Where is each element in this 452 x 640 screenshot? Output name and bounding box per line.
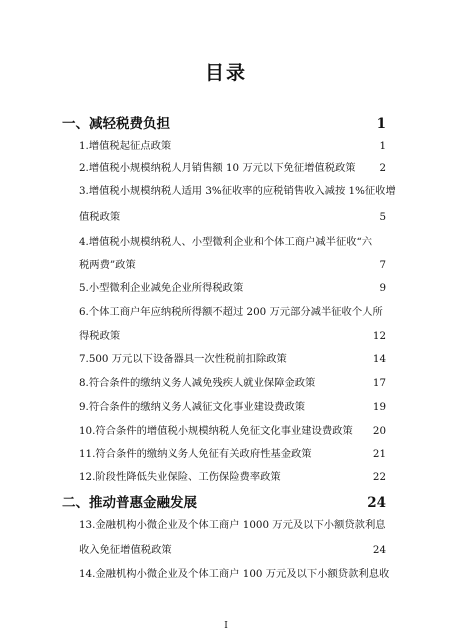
toc-entry[interactable] xyxy=(79,303,386,318)
toc-entry-page: 20 xyxy=(372,425,386,437)
toc-entry[interactable] xyxy=(79,445,386,460)
toc-entry[interactable] xyxy=(79,468,386,483)
page-title: 目录 xyxy=(204,62,247,84)
toc-entry-page: 19 xyxy=(372,401,386,413)
toc-entry-text: 13.金融机构小微企业及个体工商户 1000 万元及以下小额贷款利息 xyxy=(79,519,386,531)
toc-entry-page: 12 xyxy=(372,330,386,342)
toc-entry-text: 收入免征增值税政策 xyxy=(79,544,172,556)
toc-entry[interactable] xyxy=(79,137,386,152)
toc-entry-text: 1.增值税起征点政策 xyxy=(79,140,172,152)
toc-entry-text: 2.增值税小规模纳税人月销售额 10 万元以下免征增值税政策 xyxy=(79,162,356,174)
toc-entry[interactable] xyxy=(79,422,386,437)
toc-entry-text: 14.金融机构小微企业及个体工商户 100 万元及以下小额贷款利息收 xyxy=(79,568,390,580)
toc-entry-text: 得税政策 xyxy=(79,330,121,342)
toc-entry-page: 2 xyxy=(379,162,386,174)
toc-entry-page: 7 xyxy=(379,259,386,271)
toc-entry-text: 9.符合条件的缴纳义务人减征文化事业建设费政策 xyxy=(79,401,306,413)
toc-entry-text: 10.符合条件的增值税小规模纳税人免征文化事业建设费政策 xyxy=(79,425,353,437)
toc-section-label: 二、推动普惠金融发展 xyxy=(62,495,197,511)
toc-entry-text: 税两费”政策 xyxy=(79,259,136,271)
toc-entry[interactable] xyxy=(79,541,386,556)
toc-entry-page: 5 xyxy=(379,211,386,223)
toc-section-label: 一、减轻税费负担 xyxy=(62,116,170,132)
toc-entry[interactable] xyxy=(79,279,386,294)
toc-entry[interactable] xyxy=(79,398,386,413)
toc-entry[interactable] xyxy=(79,159,386,174)
toc-entry[interactable] xyxy=(79,256,386,271)
toc-entry[interactable] xyxy=(79,565,390,580)
toc-section[interactable] xyxy=(62,491,386,511)
toc-entry-text: 5.小型微利企业减免企业所得税政策 xyxy=(79,282,244,294)
toc-entry-page: 24 xyxy=(372,544,386,556)
toc-section[interactable] xyxy=(62,112,386,132)
toc-entry[interactable] xyxy=(79,182,396,197)
toc-entry-text: 值税政策 xyxy=(79,211,121,223)
toc-entry-text: 8.符合条件的缴纳义务人减免残疾人就业保障金政策 xyxy=(79,377,316,389)
toc-entry-text: 6.个体工商户年应纳税所得额不超过 200 万元部分减半征收个人所 xyxy=(79,306,383,318)
toc-entry-text: 3.增值税小规模纳税人适用 3%征收率的应税销售收入减按 1%征收增 xyxy=(79,185,396,197)
toc-entry[interactable] xyxy=(79,233,386,248)
toc-entry-page: 17 xyxy=(372,377,386,389)
page-number: I xyxy=(224,621,228,631)
toc-entry-page: 21 xyxy=(372,448,386,460)
toc-entry-page: 14 xyxy=(372,353,386,365)
toc-entry-text: 4.增值税小规模纳税人、小型微利企业和个体工商户减半征收“六 xyxy=(79,236,373,248)
toc-entry[interactable] xyxy=(79,374,386,389)
toc-entry[interactable] xyxy=(79,516,386,531)
toc-entry-text: 7.500 万元以下设备器具一次性税前扣除政策 xyxy=(79,353,287,365)
toc-section-page: 24 xyxy=(367,495,386,511)
toc-entry[interactable] xyxy=(79,327,386,342)
toc-entry-text: 11.符合条件的缴纳义务人免征有关政府性基金政策 xyxy=(79,448,312,460)
toc-entry-page: 1 xyxy=(379,140,386,152)
toc-entry-page: 9 xyxy=(379,282,386,294)
toc-entry-text: 12.阶段性降低失业保险、工伤保险费率政策 xyxy=(79,471,281,483)
toc-entry[interactable] xyxy=(79,208,386,223)
toc-entry[interactable] xyxy=(79,350,386,365)
toc-section-page: 1 xyxy=(376,116,386,132)
toc-entry-page: 22 xyxy=(372,471,386,483)
